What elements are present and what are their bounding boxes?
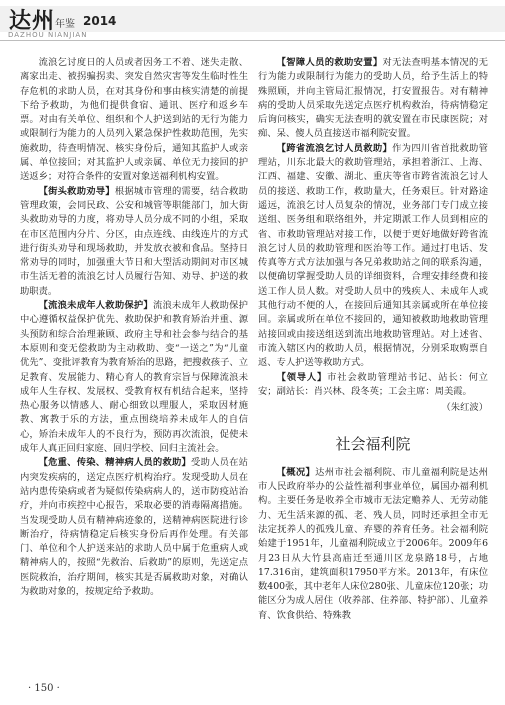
right-column xyxy=(258,56,488,623)
section-body: 作为四川省首批救助管理站，川东北最大的救助管理站，承担着浙江、上海、江西、福建、安徽、湖北、重庆等省市跨省流浪乞讨人员的接送、救助工作，救助量大，任务艰巨。针对路途遥远，流浪乞讨人员复杂的情况，业务部门专门成立接送组、医务组和联络组外，并定期派工作人员到相应的省、市救助管理站对接工作，以便于更好地做好跨省流浪乞讨人员的救助管理和医治等工作。通过打电话、发传真等方式方法加强与各兄弟救助站之间的联系沟通，以便确切掌握受助人员的详细资料，合理安排经费和接送工作人员人数。对受助人员中的残疾人、未成年人或其他行动不便的人，在接回后通知其亲属或所在单位接回。亲属或所在单位不接回的，通知被救助地救助管理站接回或由接送组送到流出地救助管理站。对上述省、市流入辖区内的救助人员，根据情况，分别采取购票自返、专人护送等救助方式。 xyxy=(258,142,488,369)
section-heading: 【智障人员的救助安置】 xyxy=(276,57,383,68)
header-divider xyxy=(0,40,505,41)
author-signature: （朱红波） xyxy=(441,402,488,414)
section-cross-province xyxy=(258,142,488,371)
section-heading: 【流浪未成年人救助保护】 xyxy=(38,300,153,312)
page-number: · 150 · xyxy=(28,683,60,694)
page-header xyxy=(0,0,505,44)
section-disabled-placement xyxy=(258,56,488,142)
section-body: 对无法查明基本情况的无行为能力或限制行为能力的受助人员，给予生活上的特殊照顾，并向主管局汇报情况，打安置报告。对有精神病的受助人员采取先送定点医疗机构救治，待病情稳定后询问核实，确实无法查明的就安置在市民康医院；对痴、呆、傻人员直接送市福利院安置。 xyxy=(258,57,488,140)
left-column xyxy=(20,56,248,599)
section-body: 根据城市管理的需要，结合救助管理政策，会同民政、公安和城管等职能部门，加大街头救助劝导的力度，将劝导人员分成不同的小组，采取在市区范围内分片、分区，由点连线、由线连片的方式进行街头劝导和现场救助，并发放衣被和食品。坚持日常劝导的同时，加强重大节日和大型活动期间对市区城市生活无着的流浪乞讨人员履行告知、劝导、护送的救助职责。 xyxy=(20,185,248,297)
section-overview xyxy=(258,466,488,623)
section-body: 流浪未成年人救助保护中心遵循权益保护优先、救助保护和教育矫治并重、源头预防和综合治理兼顾、政府主导和社会参与结合的基本原则和变无偿救助为主动救助、变“一送之”为“儿童优先”、变批评教育为教育矫治的思路，把搜救孩子、立足教育、发展能力、精心育人的教育宗旨与保障流浪未成年人生存权、发展权、受教育权有机结合起来，坚持热心服务以情感人、耐心细致以理服人，采取因材施教、寓教于乐的方法，重点围绕培养未成年人的自信心，矫治未成年人的不良行为，预防再次流浪，促使未成年人真正回归家庭、回归学校、回归主流社会。 xyxy=(20,300,248,455)
section-leaders xyxy=(258,371,488,400)
section-heading: 【领导人】 xyxy=(276,371,328,383)
section-heading: 【跨省流浪乞讨人员救助】 xyxy=(276,142,393,154)
section-minor-protection xyxy=(20,299,248,456)
yearbook-title: 达州 xyxy=(9,9,56,34)
section-heading: 【概况】 xyxy=(276,466,316,478)
section-critical-patients xyxy=(20,456,248,599)
section-body: 受助人员在站内突发疾病的，送定点医疗机构治疗。发现受助人员在站内患传染病或者为疑似传染病病人的，送市防疫站治疗，并向市疾控中心报告，采取必要的消毒隔离措施。当发现受助人员有精神病迹象的，送精神病医院进行诊断治疗，待病情稳定后核实身份后再作处理。有关部门、单位和个人护送来站的求助人员中属于危重病人或精神病人的，按照“先救治、后救助”的原则，先送定点医院救治，治疗期间，核实其是否属救助对象，对确认为救助对象的，按规定给予救助。 xyxy=(20,457,248,597)
section-body: 达州市社会福利院、市儿童福利院是达州市人民政府举办的公益性福利事业单位，属国办福利机构。主要任务是收养全市城市无法定赡养人、无劳动能力、无生活来源的孤、老、残人员，同时还承担全市无法定抚养人的孤残儿童、弃婴的养育任务。社会福利院始建于1951年，儿童福利院成立于2006年。2009年6月23日从大竹县高庙迁至通川区龙泉路18号，占地17.316亩，建筑面积17950平方米。2013年，有床位数400张，其中老年人床位280张、儿童床位120张；功能区分为成人居住（收养部、住养部、特护部）、儿童养育、饮食供给、特殊教 xyxy=(258,466,488,621)
chapter-title: 社会福利院 xyxy=(335,435,411,454)
section-street-rescue xyxy=(20,185,248,299)
yearbook-year: 2014 xyxy=(83,14,117,28)
section-heading: 【危重、传染、精神病人员的救助】 xyxy=(38,457,192,469)
yearbook-subtitle: 年鉴 xyxy=(55,19,75,30)
header-band xyxy=(0,6,505,32)
section-body: 市社会救助管理站书记、站长：何立安；副站长：肖兴林、段冬英；工会主席：周美霞。 xyxy=(258,371,488,397)
paragraph-intro: 流浪乞讨度日的人员或者因务工不着、迷失走散、离家出走、被拐骗拐卖、突发自然灾害等发生临时性生存危机的求助人员，在对其身份和事由核实清楚的前提下给予救助，为他们提供食宿、通讯、医疗和返乡车票。对由有关单位、组织和个人护送到站的无行为能力或限制行为能力的人员列入紧急保护性救助范围，先实施救助，待查明情况、核实身份后，通知其监护人或亲属、单位接回；对其监护人或亲属、单位无力接回的护送返乡；对符合条件的安置对象送福利机构安置。 xyxy=(20,57,248,183)
yearbook-english-title: DAZHOU NIANJIAN xyxy=(8,31,88,39)
section-heading: 【街头救助劝导】 xyxy=(38,185,115,197)
